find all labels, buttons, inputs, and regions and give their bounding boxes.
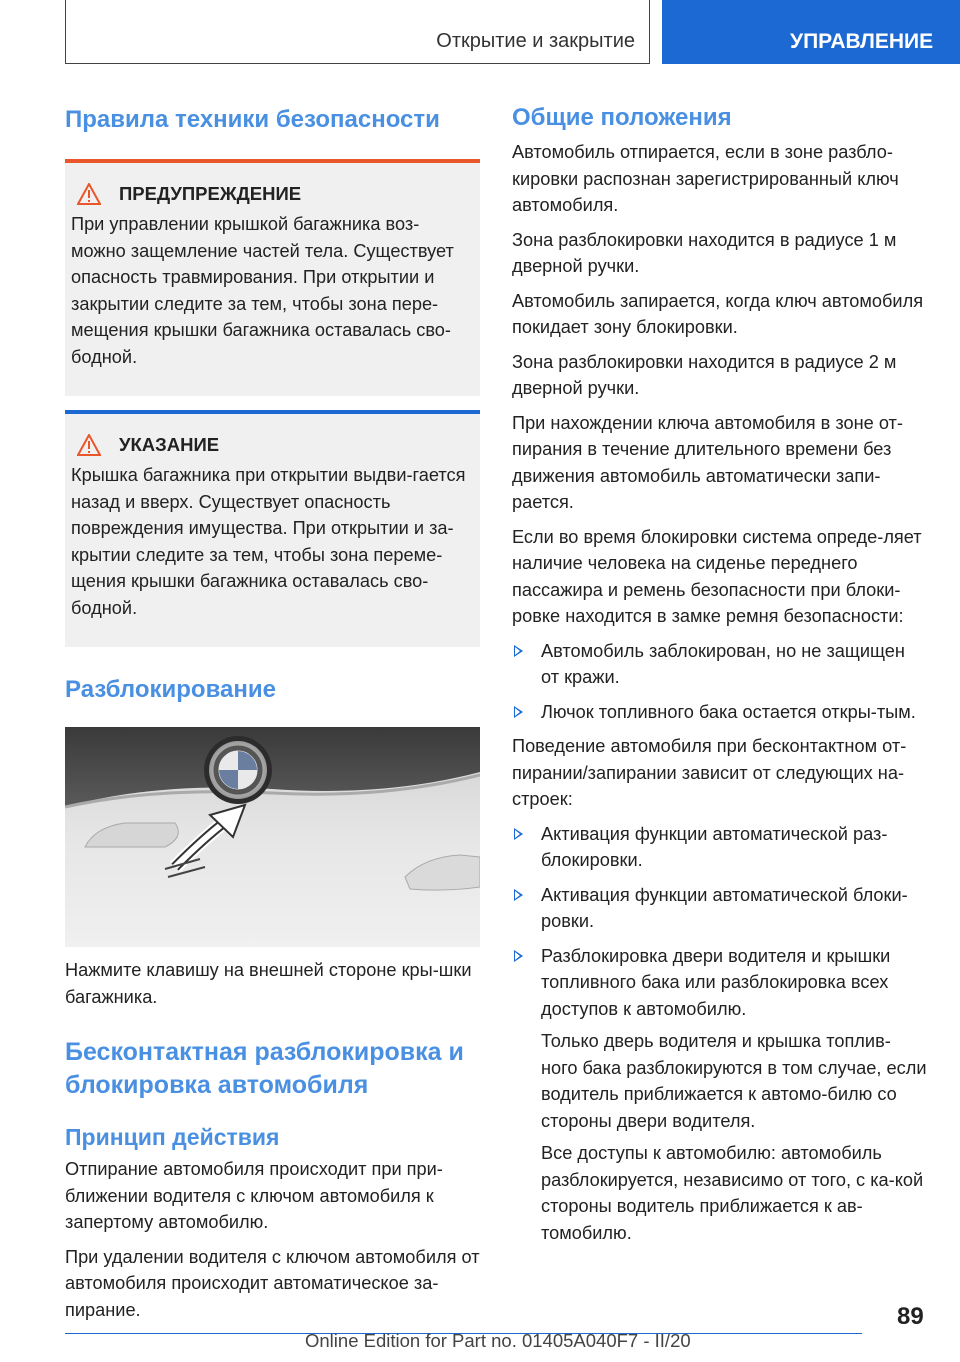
list-item (512, 882, 927, 935)
header-section: УПРАВЛЕНИЕ (662, 0, 960, 64)
list-item (512, 943, 927, 1247)
warning-title: ПРЕДУПРЕЖДЕНИЕ (119, 183, 302, 204)
note-box (65, 414, 480, 647)
header-chapter: Открытие и закрытие (436, 30, 635, 52)
list-item-text: Активация функции автоматической раз-блокировки. (541, 823, 888, 870)
arrow-icon (514, 950, 523, 962)
arrow-icon (514, 706, 523, 718)
heading-safety: Правила техники безопасности (65, 106, 440, 133)
left-column (65, 100, 480, 1331)
warning-triangle-icon (77, 434, 101, 456)
footer-edition: Online Edition for Part no. 01405A040F7 - II/20 (305, 1330, 691, 1351)
general-p5: При нахождении ключа автомобиля в зоне от-пирания в течение длительного времени без движения автомобиль автоматически запи-рается. (512, 412, 903, 512)
note-title-row (71, 434, 474, 456)
warning-triangle-icon (77, 183, 101, 205)
passenger-list (512, 638, 927, 726)
list-subparagraph: Все доступы к автомобилю: автомобиль разблокируется, независимо от того, с ка-кой стороны водитель приближается к ав-томобилю. (541, 1143, 924, 1243)
heading-general: Общие положения (512, 104, 732, 131)
header-chapter-box (65, 0, 650, 64)
trunk-button-photo (65, 727, 480, 947)
heading-keyless: Бесконтактная разблокировка и блокировка автомобиля (65, 1038, 464, 1099)
right-column (512, 100, 927, 1254)
settings-list (512, 821, 927, 1247)
arrow-icon (514, 889, 523, 901)
heading-principle: Принцип действия (65, 1124, 280, 1150)
general-p6: Если во время блокировки система опреде-ляет наличие человека на сиденье переднего пассажира и ремень безопасности при блоки-ровке находится в замке ремня безопасности: (512, 526, 922, 626)
photo-caption: Нажмите клавишу на внешней стороне кры-шки багажника. (65, 960, 472, 1007)
general-p3: Автомобиль запирается, когда ключ автомобиля покидает зону блокировки. (512, 290, 924, 337)
list-item-text: Лючок топливного бака остается откры-тым. (541, 701, 916, 722)
principle-p2: При удалении водителя с ключом автомобиля от автомобиля происходит автоматическое за-пирание. (65, 1246, 480, 1320)
arrow-icon (514, 828, 523, 840)
heading-unlock: Разблокирование (65, 676, 276, 703)
general-p2: Зона разблокировки находится в радиусе 1 м дверной ручки. (512, 229, 897, 276)
list-item (512, 638, 927, 691)
list-item-text: Разблокировка двери водителя и крышки топливного бака или разблокировка всех доступов к автомобилю. (541, 945, 891, 1019)
list-subparagraph: Только дверь водителя и крышка топлив-ного бака разблокируются в том случае, если водитель приближается к автомо-билю со стороны двери водителя. (541, 1031, 927, 1131)
warning-text: При управлении крышкой багажника воз-можно защемление частей тела. Существует опасность травмирования. При открытии и закрытии следите за тем, чтобы зона пере-мещения крышки багажника оставалась сво-бодной. (71, 214, 454, 367)
principle-p1: Отпирание автомобиля происходит при при-ближении водителя с ключом автомобиля к запертому автомобилю. (65, 1159, 443, 1232)
list-item (512, 699, 927, 726)
general-p4: Зона разблокировки находится в радиусе 2 м дверной ручки. (512, 351, 897, 398)
warning-box (65, 163, 480, 396)
arrow-icon (514, 645, 523, 657)
general-p1: Автомобиль отпирается, если в зоне разбло-кировки распознан зарегистрированный ключ автомобиля. (512, 142, 899, 215)
page-number: 89 (897, 1303, 924, 1330)
trunk-illustration (65, 727, 480, 947)
list-item-text: Активация функции автоматической блоки-ровки. (541, 884, 908, 931)
list-item (512, 821, 927, 874)
list-item-text: Автомобиль заблокирован, но не защищен от кражи. (541, 640, 905, 687)
note-text: Крышка багажника при открытии выдви-гается назад и вверх. Существует опасность повреждения имущества. При открытии и за-крытии следите за тем, чтобы зона переме-щения крышки багажника оставалась сво-бодной. (71, 465, 466, 618)
warning-title-row (71, 183, 474, 205)
general-p7: Поведение автомобиля при бесконтактном от-пирании/запирании зависит от следующих на-строек: (512, 736, 907, 809)
note-title: УКАЗАНИЕ (119, 434, 220, 455)
